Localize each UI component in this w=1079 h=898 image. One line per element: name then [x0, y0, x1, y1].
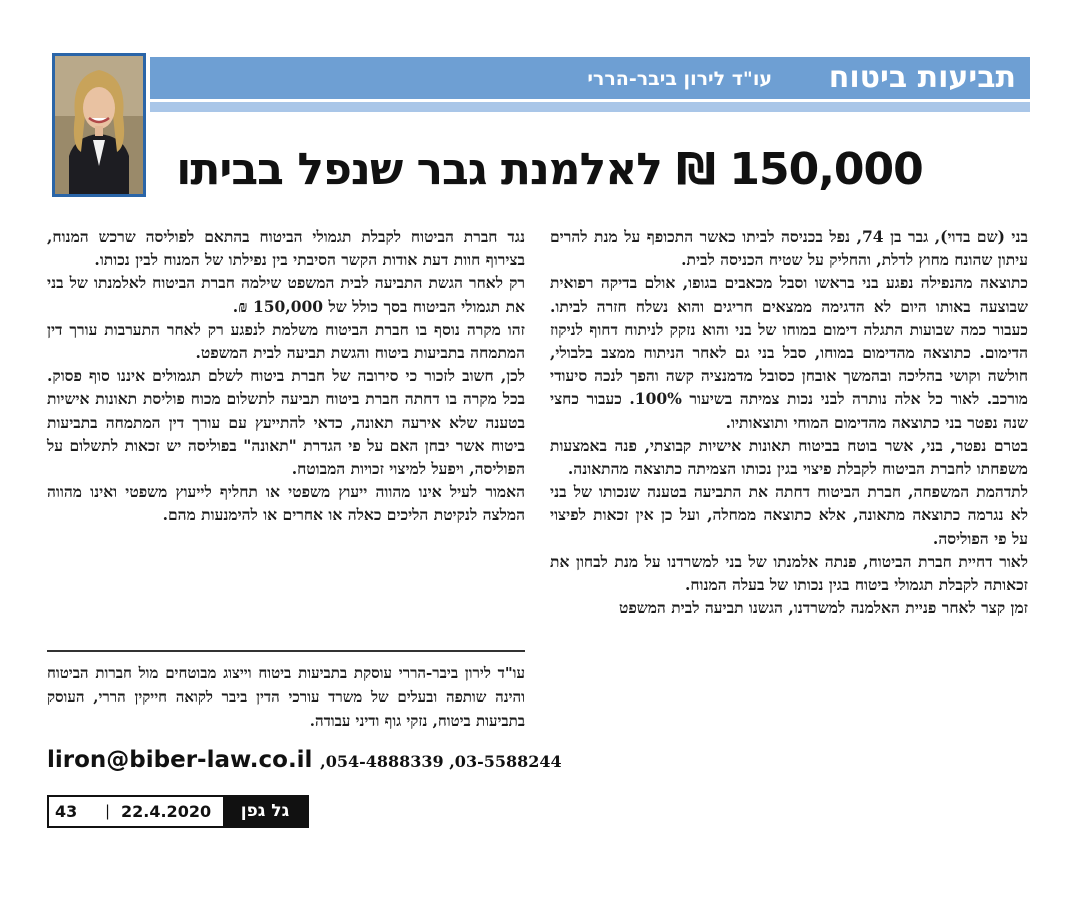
page-footer [47, 795, 309, 828]
bio-divider [47, 650, 525, 652]
author-bio: עו"ד לירון ביבר-הררי עוסקת בתביעות ביטוח וייצוג מבוטחים מול חברות הביטוח והינה שותפה ובעלים של משרד עורכי הדין ביבר לקואה חייקין הררי, העוסק בתביעות ביטוח, נזקי גוף ודיני עבודה. [47, 664, 525, 730]
issue-date: 22.4.2020 [121, 802, 212, 821]
author-photo [52, 53, 146, 197]
article-column-right [550, 225, 1028, 619]
page-number: 43 [55, 802, 78, 821]
paragraph: בני (שם בדוי), גבר בן 74, נפל בכניסה לביתו כאשר התכופף על מנת להרים עיתון שהונח מחוץ לדלת, והחליק על שטיח הכניסה לבית. [550, 227, 1028, 270]
paragraph: זמן קצר לאחר פניית האלמנה למשרדנו, הגשנו תביעה לבית המשפט [618, 598, 1028, 618]
paragraph: האמור לעיל אינו מהווה ייעוץ משפטי או תחליף לייעוץ משפטי ואינו מהווה המלצה לנקיטת הליכים כאלה או אחרים או להימנעות מהם. [47, 482, 525, 525]
paragraph: בטרם נפטר, בני, אשר בוטח בביטוח תאונות אישיות קבוצתי, פנה באמצעות משפחתו לחברת הביטוח לקבלת פיצוי בגין נכותו הצמיתה כתוצאה מהתאונה. [550, 435, 1028, 479]
section-header-bar [150, 57, 1030, 99]
section-rubric: תביעות ביטוח [828, 60, 1016, 95]
article-headline: 150,000 ₪ לאלמנת גבר שנפל בביתו [176, 144, 923, 195]
contact-phones: ,054-4888339 ,03-5588244 [320, 752, 562, 771]
paragraph: כתוצאה מהנפילה נפגע בני בראשו וסבל מכאבים בגופו, אולם בדיקה רפואית שבוצעה באותו היום לא הדגימה ממצאים חריגים והוא נשלח חזרה לביתו. כעבור כמה שבועות התגלה דימום במוחו של בני והוא נזקק לניתוח דחוף לניקוז הדימום. כתוצאה מהדימום במוחו, סבל בני גם לאחר הניתוח ממצב בלבולי, חולשה וקושי בהליכה ובהמשך אובחן כסובל מדמנציה קשה והפך לנכה סיעודי מורכב. לאור כל אלה נותרה לבני נכות צמיתה בשיעור 100%. כעבור כחצי שנה נפטר בני כתוצאה מהדימום המוחי ותוצאותיו. [550, 273, 1028, 432]
article-column-left [47, 225, 525, 527]
author-portrait-image [55, 56, 143, 194]
paragraph: זהו מקרה נוסף בו חברת הביטוח משלמת לנפגע רק לאחר התערבות עורך דין המתמחה בתביעות ביטוח והגשת תביעה לבית המשפט. [47, 319, 525, 363]
header-underline [150, 102, 1030, 112]
contact-email[interactable]: liron@biber-law.co.il [47, 747, 313, 773]
footer-separator: | [105, 802, 111, 820]
author-byline: עו"ד לירון ביבר-הררי [587, 68, 772, 90]
paragraph: נגד חברת הביטוח לקבלת תגמולי הביטוח בהתאם לפוליסה שרכש המנוח, בצירוף חוות דעת אודות הקשר הסיבתי בין נפילתו של המנוח לבין נכותו. [47, 227, 525, 270]
paragraph: לתדהמת המשפחה, חברת הביטוח דחתה את התביעה בטענה שנכותו של בני לא נגרמה כתוצאה מתאונה, אלא כתוצאה ממחלה, ועל כן אין זכאות לפיצוי על פי הפוליסה. [550, 482, 1028, 548]
author-contact [47, 747, 562, 777]
paragraph: רק לאחר הגשת התביעה לבית המשפט שילמה חברת הביטוח לאלמנתו של בני את תגמולי הביטוח בסך כולל של 150,000 ₪. [47, 273, 525, 316]
paragraph: לאור דחיית חברת הביטוח, פנתה אלמנתו של בני למשרדנו על מנת לבחון את זכאותה לקבלת תגמולי ביטוח בגין נכותו של בעלה המנוח. [550, 551, 1028, 595]
publication-name: גל גפן [223, 797, 307, 826]
paragraph: לכן, חשוב לזכור כי סירובה של חברת ביטוח לשלם תגמולים איננו סוף פסוק. בכל מקרה בו דחתה חברת ביטוח תביעה לתשלום מכוח פוליסת תאונות אישיות בטענה שלא אירעה תאונה, כדאי להתייעץ עם עורך דין המתמחה בתביעות ביטוח אשר יבחן האם על פי הגדרת "תאונה" בפוליסה יש זכאות לתשלום על הפוליסה, ויפעל למיצוי זכויות המבוטח. [47, 366, 525, 479]
